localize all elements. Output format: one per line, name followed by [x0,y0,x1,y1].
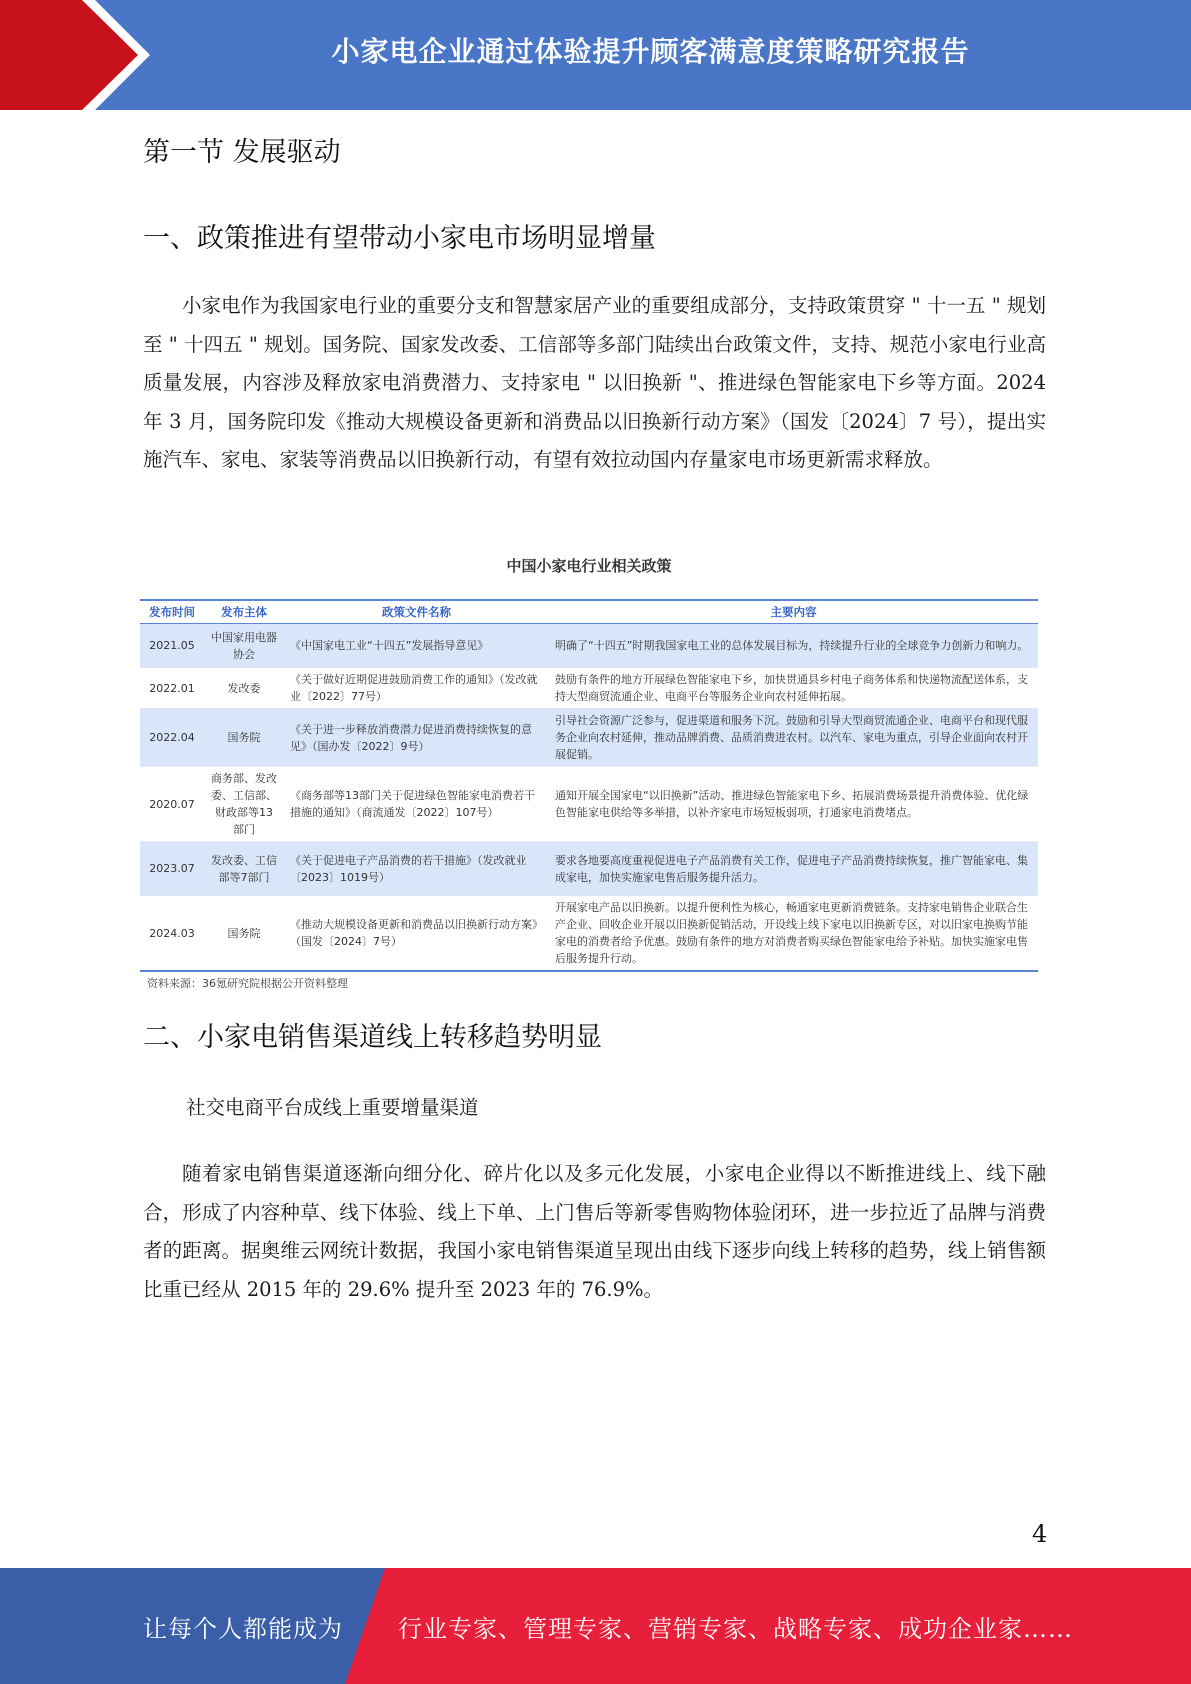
table-cell-issuer: 商务部、发改委、工信部、财政部等13部门 [204,767,284,842]
report-title: 小家电企业通过体验提升顾客满意度策略研究报告 [331,35,970,68]
table-cell-document: 《推动大规模设备更新和消费品以旧换新行动方案》（国发〔2024〕7号） [284,896,549,972]
table-header-row [140,600,1038,624]
table-cell-content: 开展家电产品以旧换新。以提升便利性为核心，畅通家电更新消费链条。支持家电销售企业联合生产企业、回收企业开展以旧换新促销活动，开设线上线下家电以旧换新专区，对以旧家电换购节能家电的消费者给予优惠。鼓励有条件的地方对消费者购买绿色智能家电给予补贴。加快实施家电售后服务提升行动。 [549,896,1038,972]
table-cell-content: 明确了“十四五”时期我国家电工业的总体发展目标为，持续提升行业的全球竞争力创新力和响力。 [549,624,1038,668]
subsection-2-title: 二、小家电销售渠道线上转移趋势明显 [143,1022,602,1053]
header-arrow-decoration [0,0,140,110]
table-cell-date: 2022.04 [140,709,204,767]
table-cell-issuer: 国务院 [204,709,284,767]
table-cell-document: 《关于进一步释放消费潜力促进消费持续恢复的意见》（国办发〔2022〕9号） [284,709,549,767]
table-cell-date: 2022.01 [140,668,204,709]
table-cell-document: 《中国家电工业“十四五”发展指导意见》 [284,624,549,668]
table-cell-issuer: 国务院 [204,896,284,972]
column-header: 发布主体 [204,600,284,624]
table-title: 中国小家电行业相关政策 [506,557,672,575]
column-header: 政策文件名称 [284,600,549,624]
table-cell-document: 《关于促进电子产品消费的若干措施》（发改就业〔2023〕1019号） [284,842,549,896]
section-title: 第一节 发展驱动 [143,137,341,168]
table-cell-content: 鼓励有条件的地方开展绿色智能家电下乡，加快贯通县乡村电子商务体系和快递物流配送体系，支持大型商贸流通企业、电商平台等服务企业向农村延伸拓展。 [549,668,1038,709]
table-cell-date: 2021.05 [140,624,204,668]
subsection-2-lead: 社交电商平台成线上重要增量渠道 [186,1096,479,1119]
table-row [140,709,1038,767]
table-row [140,767,1038,842]
subsection-1-title: 一、政策推进有望带动小家电市场明显增量 [143,223,656,254]
table-cell-document: 《商务部等13部门关于促进绿色智能家电消费若干措施的通知》（商流通发〔2022〕107号） [284,767,549,842]
policy-table [140,599,1038,972]
table-row [140,896,1038,972]
footer-slogan-left: 让每个人都能成为 [143,1614,343,1643]
column-header: 发布时间 [140,600,204,624]
table-cell-issuer: 发改委 [204,668,284,709]
column-header: 主要内容 [549,600,1038,624]
table-cell-date: 2023.07 [140,842,204,896]
page-header [0,0,1191,110]
table-cell-issuer: 中国家用电器协会 [204,624,284,668]
page-number: 4 [1032,1520,1048,1548]
table-cell-date: 2024.03 [140,896,204,972]
table-row [140,624,1038,668]
table-cell-content: 要求各地要高度重视促进电子产品消费有关工作，促进电子产品消费持续恢复，推广智能家电、集成家电，加快实施家电售后服务提升活力。 [549,842,1038,896]
table-source-note: 资料来源：36氪研究院根据公开资料整理 [147,977,348,990]
page-footer [0,1568,1191,1684]
table-cell-date: 2020.07 [140,767,204,842]
footer-slogan-right: 行业专家、管理专家、营销专家、战略专家、成功企业家…… [398,1614,1073,1643]
table-row [140,842,1038,896]
subsection-2-paragraph: 随着家电销售渠道逐渐向细分化、碎片化以及多元化发展，小家电企业得以不断推进线上、线下融合，形成了内容种草、线下体验、线上下单、上门售后等新零售购物体验闭环，进一步拉近了品牌与消费者的距离。据奥维云网统计数据，我国小家电销售渠道呈现出由线下逐步向线上转移的趋势，线上销售额比重已经从 2015 年的 29.6% 提升至 2023 年的 76.9%。 [143,1162,1046,1301]
table-row [140,668,1038,709]
table-cell-issuer: 发改委、工信部等7部门 [204,842,284,896]
table-cell-document: 《关于做好近期促进鼓励消费工作的通知》（发改就业〔2022〕77号） [284,668,549,709]
table-cell-content: 通知开展全国家电“以旧换新”活动、推进绿色智能家电下乡、拓展消费场景提升消费体验、优化绿色智能家电供给等多举措，以补齐家电市场短板弱项，打通家电消费堵点。 [549,767,1038,842]
subsection-1-paragraph: 小家电作为我国家电行业的重要分支和智慧家居产业的重要组成部分，支持政策贯穿 " 十一五 " 规划至 " 十四五 " 规划。国务院、国家发改委、工信部等多部门陆续出台政策文件，支持、规范小家电行业高质量发展，内容涉及释放家电消费潜力、支持家电 " 以旧换新 "、推进绿色智能家电下乡等方面。2024 年 3 月，国务院印发《推动大规模设备更新和消费品以旧换新行动方案》（国发〔2024〕7 号），提出实施汽车、家电、家装等消费品以旧换新行动，有望有效拉动国内存量家电市场更新需求释放。 [143,294,1046,471]
table-cell-content: 引导社会资源广泛参与，促进渠道和服务下沉。鼓励和引导大型商贸流通企业、电商平台和现代服务企业向农村延伸，推动品牌消费、品质消费进农村。以汽车、家电为重点，引导企业面向农村开展促销。 [549,709,1038,767]
